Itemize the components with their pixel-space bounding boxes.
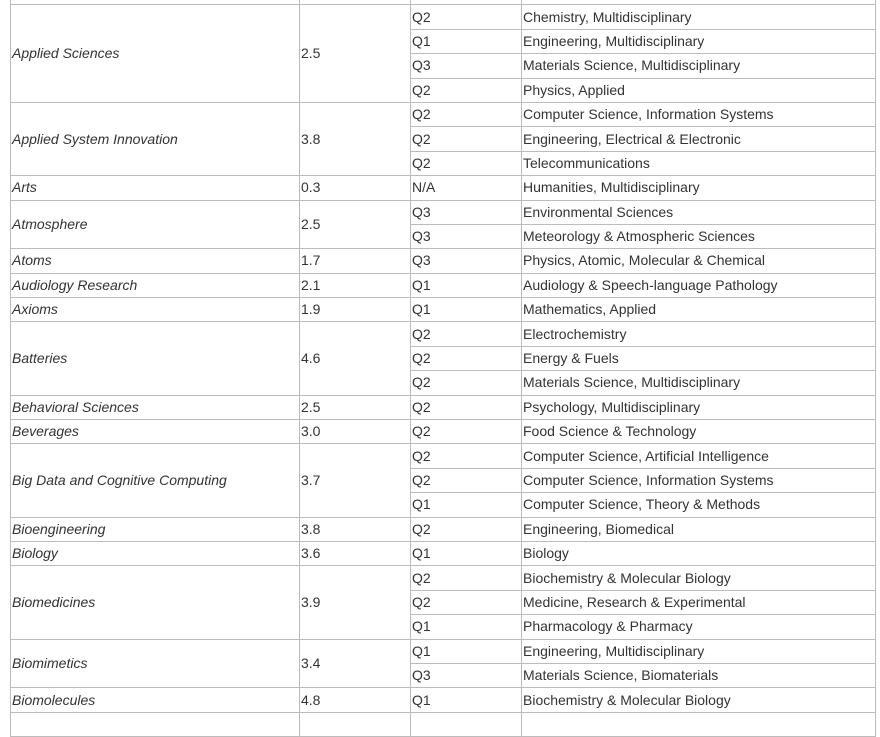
- quartile-cell: Q2: [411, 371, 522, 395]
- table-row: [11, 102, 876, 126]
- journal-name-cell: Biology: [11, 541, 300, 565]
- quartile-cell: Q3: [411, 54, 522, 78]
- journal-name-cell: Applied System Innovation: [11, 102, 300, 175]
- category-cell: Physics, Atomic, Molecular & Chemical: [522, 249, 876, 273]
- table-row: [11, 639, 876, 663]
- table-row: [11, 200, 876, 224]
- journal-name-cell: Audiology Research: [11, 273, 300, 297]
- quartile-cell: Q1: [411, 541, 522, 565]
- table-row: [11, 566, 876, 590]
- quartile-cell: Q3: [411, 224, 522, 248]
- journal-name-cell: Batteries: [11, 322, 300, 395]
- category-cell: Computer Science, Artificial Intelligence: [522, 444, 876, 468]
- journal-name-cell: Beverages: [11, 420, 300, 444]
- impact-factor-cell: 1.9: [300, 298, 411, 322]
- category-cell: Chemistry, Multidisciplinary: [522, 5, 876, 29]
- table-row: [11, 444, 876, 468]
- table-row: [11, 395, 876, 419]
- impact-factor-cell: 2.5: [300, 5, 411, 103]
- table-row: [11, 420, 876, 444]
- journal-name-cell: Arts: [11, 176, 300, 200]
- category-cell: Engineering, Biomedical: [522, 517, 876, 541]
- quartile-cell: Q2: [411, 566, 522, 590]
- table-row: [11, 322, 876, 346]
- quartile-cell: Q1: [411, 29, 522, 53]
- category-cell: Food Science & Technology: [522, 420, 876, 444]
- impact-factor-cell: 3.0: [300, 420, 411, 444]
- quartile-cell: Q3: [411, 663, 522, 687]
- journal-name-cell: Behavioral Sciences: [11, 395, 300, 419]
- journal-name-cell: Biomolecules: [11, 688, 300, 712]
- impact-factor-cell: 0.3: [300, 176, 411, 200]
- quartile-cell: Q1: [411, 493, 522, 517]
- journal-name-cell: Bioengineering: [11, 517, 300, 541]
- category-cell: Humanities, Multidisciplinary: [522, 176, 876, 200]
- journal-name-cell: Biomimetics: [11, 639, 300, 688]
- table-row: [11, 298, 876, 322]
- quartile-cell: Q1: [411, 688, 522, 712]
- category-cell: Biology: [522, 541, 876, 565]
- category-cell: Materials Science, Multidisciplinary: [522, 54, 876, 78]
- category-cell: Computer Science, Information Systems: [522, 468, 876, 492]
- table-row: [11, 688, 876, 712]
- journal-name-cell: Big Data and Cognitive Computing: [11, 444, 300, 517]
- journal-name-cell: Atmosphere: [11, 200, 300, 249]
- impact-factor-cell: 2.5: [300, 395, 411, 419]
- category-cell: Engineering, Multidisciplinary: [522, 639, 876, 663]
- category-cell: Computer Science, Theory & Methods: [522, 493, 876, 517]
- impact-factor-cell: 4.8: [300, 688, 411, 712]
- journal-name-cell: Biomedicines: [11, 566, 300, 639]
- quartile-cell: N/A: [411, 176, 522, 200]
- quartile-cell: Q2: [411, 127, 522, 151]
- quartile-cell: Q2: [411, 5, 522, 29]
- table-row: [11, 273, 876, 297]
- table-row: [11, 249, 876, 273]
- category-cell: Materials Science, Multidisciplinary: [522, 371, 876, 395]
- quartile-cell: Q2: [411, 420, 522, 444]
- quartile-cell: Q3: [411, 200, 522, 224]
- quartile-cell: Q3: [411, 249, 522, 273]
- journal-name-cell: Applied Sciences: [11, 5, 300, 103]
- journal-table: [10, 0, 876, 737]
- quartile-cell: Q2: [411, 590, 522, 614]
- quartile-cell: Q1: [411, 615, 522, 639]
- category-cell: Telecommunications: [522, 151, 876, 175]
- quartile-cell: Q2: [411, 517, 522, 541]
- quartile-cell: Q1: [411, 298, 522, 322]
- impact-factor-cell: 3.8: [300, 102, 411, 175]
- impact-factor-cell: 2.1: [300, 273, 411, 297]
- quartile-cell: Q2: [411, 322, 522, 346]
- quartile-cell: Q2: [411, 395, 522, 419]
- category-cell: Audiology & Speech-language Pathology: [522, 273, 876, 297]
- quartile-cell: Q1: [411, 639, 522, 663]
- category-cell: Biochemistry & Molecular Biology: [522, 566, 876, 590]
- table-row: [11, 517, 876, 541]
- journal-name-cell: Atoms: [11, 249, 300, 273]
- category-cell: Psychology, Multidisciplinary: [522, 395, 876, 419]
- table-row: [11, 541, 876, 565]
- quartile-cell: Q1: [411, 273, 522, 297]
- impact-factor-cell: 4.6: [300, 322, 411, 395]
- impact-factor-cell: 3.6: [300, 541, 411, 565]
- category-cell: Environmental Sciences: [522, 200, 876, 224]
- impact-factor-cell: 3.7: [300, 444, 411, 517]
- category-cell: Computer Science, Information Systems: [522, 102, 876, 126]
- category-cell: Energy & Fuels: [522, 346, 876, 370]
- category-cell: Electrochemistry: [522, 322, 876, 346]
- category-cell: Pharmacology & Pharmacy: [522, 615, 876, 639]
- impact-factor-cell: 2.5: [300, 200, 411, 249]
- impact-factor-cell: 3.8: [300, 517, 411, 541]
- category-cell: Mathematics, Applied: [522, 298, 876, 322]
- impact-factor-cell: 1.7: [300, 249, 411, 273]
- impact-factor-cell: 3.4: [300, 639, 411, 688]
- impact-factor-cell: 3.9: [300, 566, 411, 639]
- category-cell: Materials Science, Biomaterials: [522, 663, 876, 687]
- category-cell: Physics, Applied: [522, 78, 876, 102]
- category-cell: Medicine, Research & Experimental: [522, 590, 876, 614]
- journal-table-body: [11, 0, 876, 737]
- quartile-cell: Q2: [411, 102, 522, 126]
- quartile-cell: Q2: [411, 346, 522, 370]
- quartile-cell: Q2: [411, 444, 522, 468]
- quartile-cell: Q2: [411, 78, 522, 102]
- category-cell: Meteorology & Atmospheric Sciences: [522, 224, 876, 248]
- quartile-cell: Q2: [411, 151, 522, 175]
- table-row: [11, 5, 876, 29]
- journal-name-cell: Axioms: [11, 298, 300, 322]
- category-cell: Engineering, Electrical & Electronic: [522, 127, 876, 151]
- category-cell: Engineering, Multidisciplinary: [522, 29, 876, 53]
- quartile-cell: Q2: [411, 468, 522, 492]
- table-row: [11, 176, 876, 200]
- category-cell: Biochemistry & Molecular Biology: [522, 688, 876, 712]
